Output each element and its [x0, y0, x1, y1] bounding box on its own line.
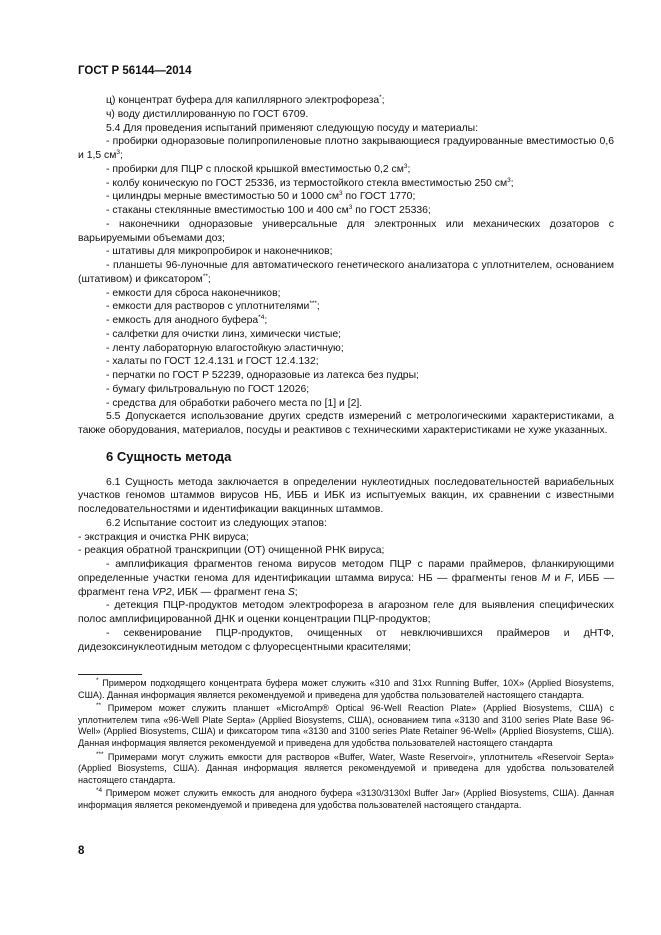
footnote: * Примером подходящего концентрата буфера может служить «310 and 31xx Running Buffer, 10X» (Applied Biosystems, США). Данная информация является рекомендуемой и приведена для удобства пользователей настоящего стандарта.	[78, 677, 614, 700]
text-line: - цилиндры мерные вместимостью 50 и 1000 см	[106, 191, 340, 203]
gene-name: S	[287, 586, 295, 598]
footnote-ref: ***	[309, 300, 317, 308]
gene-name: M	[541, 572, 551, 584]
text-line: - средства для обработки рабочего места по [1] и [2].	[106, 397, 363, 409]
section-title: 6 Сущность метода	[106, 448, 232, 464]
step-item: - экстракция и очистка РНК вируса;	[78, 531, 249, 543]
footnote-mark: **	[96, 702, 102, 710]
superscript: 3	[116, 149, 120, 156]
text-line: - наконечники одноразовые универсальные для электронных или механических дозаторов с варьируемыми объемами доз;	[78, 218, 614, 244]
text-line: - пробирки для ПЦР с плоской крышкой вместимостью 0,2 см	[106, 163, 404, 175]
text-line: - емкость для анодного буфера	[106, 315, 259, 326]
footnote-mark: *	[96, 677, 99, 684]
text-line: - колбу коническую по ГОСТ 25336, из термостойкого стекла вместимостью 250 см	[106, 177, 508, 189]
footnote: *** Примерами могут служить емкости для растворов «Buffer, Water, Waste Reservoir», уплотнитель «Reservoir Septa» (Applied Biosystems, США). Данная информация является рекомендуемой и приведена для удобства пользователей настоящего стандарта.	[78, 750, 614, 785]
footnote-ref: *4	[258, 314, 265, 321]
footnote: $^{*4}$ Примером может служить емкость для анодного буфера «3130/3130xl Buffer Jar» (Applied Biosystems, США). Данная информация является рекомендуемой и приведена для удобства пользователей настоящего стандарта.	[78, 787, 615, 810]
paragraph-5-5: 5.5 Допускается использование других средств измерений с метрологическими характеристиками, а также оборудования, материалов, посуды и реактивов с техническими характеристиками не хуже указанных.	[78, 411, 614, 436]
footnote-ref: *	[379, 94, 382, 101]
footnote: ** Примером может служить планшет «MicroAmp® Optical 96-Well Reaction Plate» (Applied Biosystems, США) с уплотнителем типа «96-Well Plate Septa» (Applied Biosystems, США), основанием типа «3130 and 3100 series Plate Base 96-Well» (Applied Biosystems, США) и фиксатором типа «3130 and 3100 series Plate Retainer 96-Well» (Applied Biosystems, США). Данная информация является рекомендуемой и приведена для удобства пользователей настоящего стандарта	[78, 702, 614, 748]
text-line: - планшеты 96-луночные для автоматического генетического анализатора с уплотнителем, основанием (штативом) и фиксатором	[78, 260, 614, 285]
footnote-divider	[78, 674, 142, 675]
superscript: 3	[507, 176, 511, 184]
footnote-ref: **	[202, 272, 208, 280]
text-line: - емкости для сброса наконечников;	[106, 287, 281, 299]
footnote-mark: *4	[96, 787, 103, 795]
text-line: 5.4 Для проведения испытаний применяют следующую посуду и материалы:	[106, 122, 479, 134]
step-item: - детекция ПЦР-продуктов методом электрофореза в агарозном геле для выявления специфических полос амплифицированной ДНК и оценки концентрации ПЦР-продуктов;	[78, 600, 614, 625]
superscript: 3	[339, 190, 343, 198]
gene-name: VP2	[151, 586, 172, 598]
page-number: 8	[78, 845, 85, 857]
main-content: ц) концентрат буфера для капиллярного электрофореза*; ч) воду дистиллированную по ГОСТ 6709. 5.4 Для проведения испытаний применяют следующую посуду и материалы: - пробирки одноразовые полипропиленовые плотно закрывающиеся градуированные вместимостью 0,6 и 1,5 $см^3$; - пробирки для ПЦР с плоской крышкой вместимостью 0,2 $см^3$; - колбу коническую по ГОСТ 25336, из термостойкого стекла вместимостью 250 $см^3$; - цилиндры мерные вместимостью 50 и 1000 $см^3$ по ГОСТ 1770; - стаканы стеклянные вместимостью 100 и 400 $см^3$ по ГОСТ 25336; - наконечники одноразовые универсальные для электронных или механических дозаторов с варьируемыми объемами доз; - штативы для микропробирок и наконечников; - планшеты 96-луночные для автоматического генетического анализатора с уплотнителем, основанием (штативом) и фиксатором**; - емкости для сброса наконечников; - емкости для растворов с уплотнителями***; - емкость для анодного буфера$^{*4}$; - салфетки для очистки линз, химически чистые; - ленту лабораторную влагостойкую эластичную; - халаты по ГОСТ 12.4.131 и ГОСТ 12.4.132; - перчатки по ГОСТ Р 52239, одноразовые из латекса без пудры; - бумагу фильтровальную по ГОСТ 12026; - средства для обработки рабочего места по [1] и [2]. 5.5 Допускается использование других средств измерений с метрологическими характеристиками, а также оборудования, материалов, посуды и реактивов с техническими характеристиками не хуже указанных. 6 Сущность метода 6.1 Сущность метода заключается в определении нуклеотидных последовательностей вариабельных участков геномов штаммов вирусов НБ, ИББ и ИБК из испытуемых вакцин, их сравнении с известными последовательностями и идентификации вакцинных штаммов. 6.2 Испытание состоит из следующих этапов: - экстракция и очистка РНК вируса; - реакция обратной транскрипции (ОТ) очищенной РНК вируса; - амплификация фрагментов генома вирусов методом ПЦР с парами праймеров, фланкирующими определенные участки генома для идентификации штамма вируса: НБ — фрагменты генов M и F, ИББ — фрагмент гена VP2, ИБК — фрагмент гена S; - детекция ПЦР-продуктов методом электрофореза в агарозном геле для выявления специфических полос амплифицированной ДНК и оценки концентрации ПЦР-продуктов; - секвенирование ПЦР-продуктов, очищенных от невключившихся праймеров и дНТФ, дидезоксинуклеотидным методом с флуоресцентными красителями;	[78, 94, 614, 653]
document-header: ГОСТ Р 56144—2014	[78, 65, 192, 77]
text-line: - емкости для растворов с уплотнителями	[106, 301, 310, 313]
text-line: ц) концентрат буфера для капиллярного электрофореза	[106, 95, 380, 106]
text-line: - перчатки по ГОСТ Р 52239, одноразовые из латекса без пудры;	[106, 370, 419, 381]
footnote-mark: ***	[96, 750, 104, 758]
text-line: - бумагу фильтровальную по ГОСТ 12026;	[106, 383, 310, 395]
text-line: - пробирки одноразовые полипропиленовые плотно закрывающиеся градуированные вместимостью 0,6 и 1,5 см	[78, 136, 614, 161]
paragraph-6-1: 6.1 Сущность метода заключается в определении нуклеотидных последовательностей вариабельных участков геномов штаммов вирусов НБ, ИББ и ИБК из испытуемых вакцин, их сравнении с известными последовательностями и идентификации вакцинных штаммов.	[78, 476, 614, 515]
text-line: - стаканы стеклянные вместимостью 100 и 400 см	[106, 205, 349, 216]
superscript: 3	[403, 162, 408, 170]
text-line: - салфетки для очистки линз, химически чистые;	[106, 328, 341, 340]
step-item: - реакция обратной транскрипции (ОТ) очищенной РНК вируса;	[78, 545, 385, 557]
text-line: - ленту лабораторную влагостойкую эластичную;	[106, 342, 344, 354]
step-item: - амплификация фрагментов генома вирусов методом ПЦР с парами праймеров, фланкирующими определенные участки генома для идентификации штамма вируса: НБ — фрагменты генов	[78, 559, 614, 584]
superscript: 3	[348, 204, 353, 211]
text-line: - халаты по ГОСТ 12.4.131 и ГОСТ 12.4.132;	[106, 356, 319, 368]
gene-name: F	[564, 572, 571, 584]
footnotes	[78, 678, 614, 814]
text-line: ч) воду дистиллированную по ГОСТ 6709.	[106, 108, 309, 120]
step-item: - секвенирование ПЦР-продуктов, очищенных от невключившихся праймеров и дНТФ, дидезоксинуклеотидным методом с флуоресцентными красителями;	[78, 627, 614, 653]
text-line: - штативы для микропробирок и наконечников;	[106, 246, 333, 258]
paragraph-6-2: 6.2 Испытание состоит из следующих этапов:	[106, 517, 327, 529]
